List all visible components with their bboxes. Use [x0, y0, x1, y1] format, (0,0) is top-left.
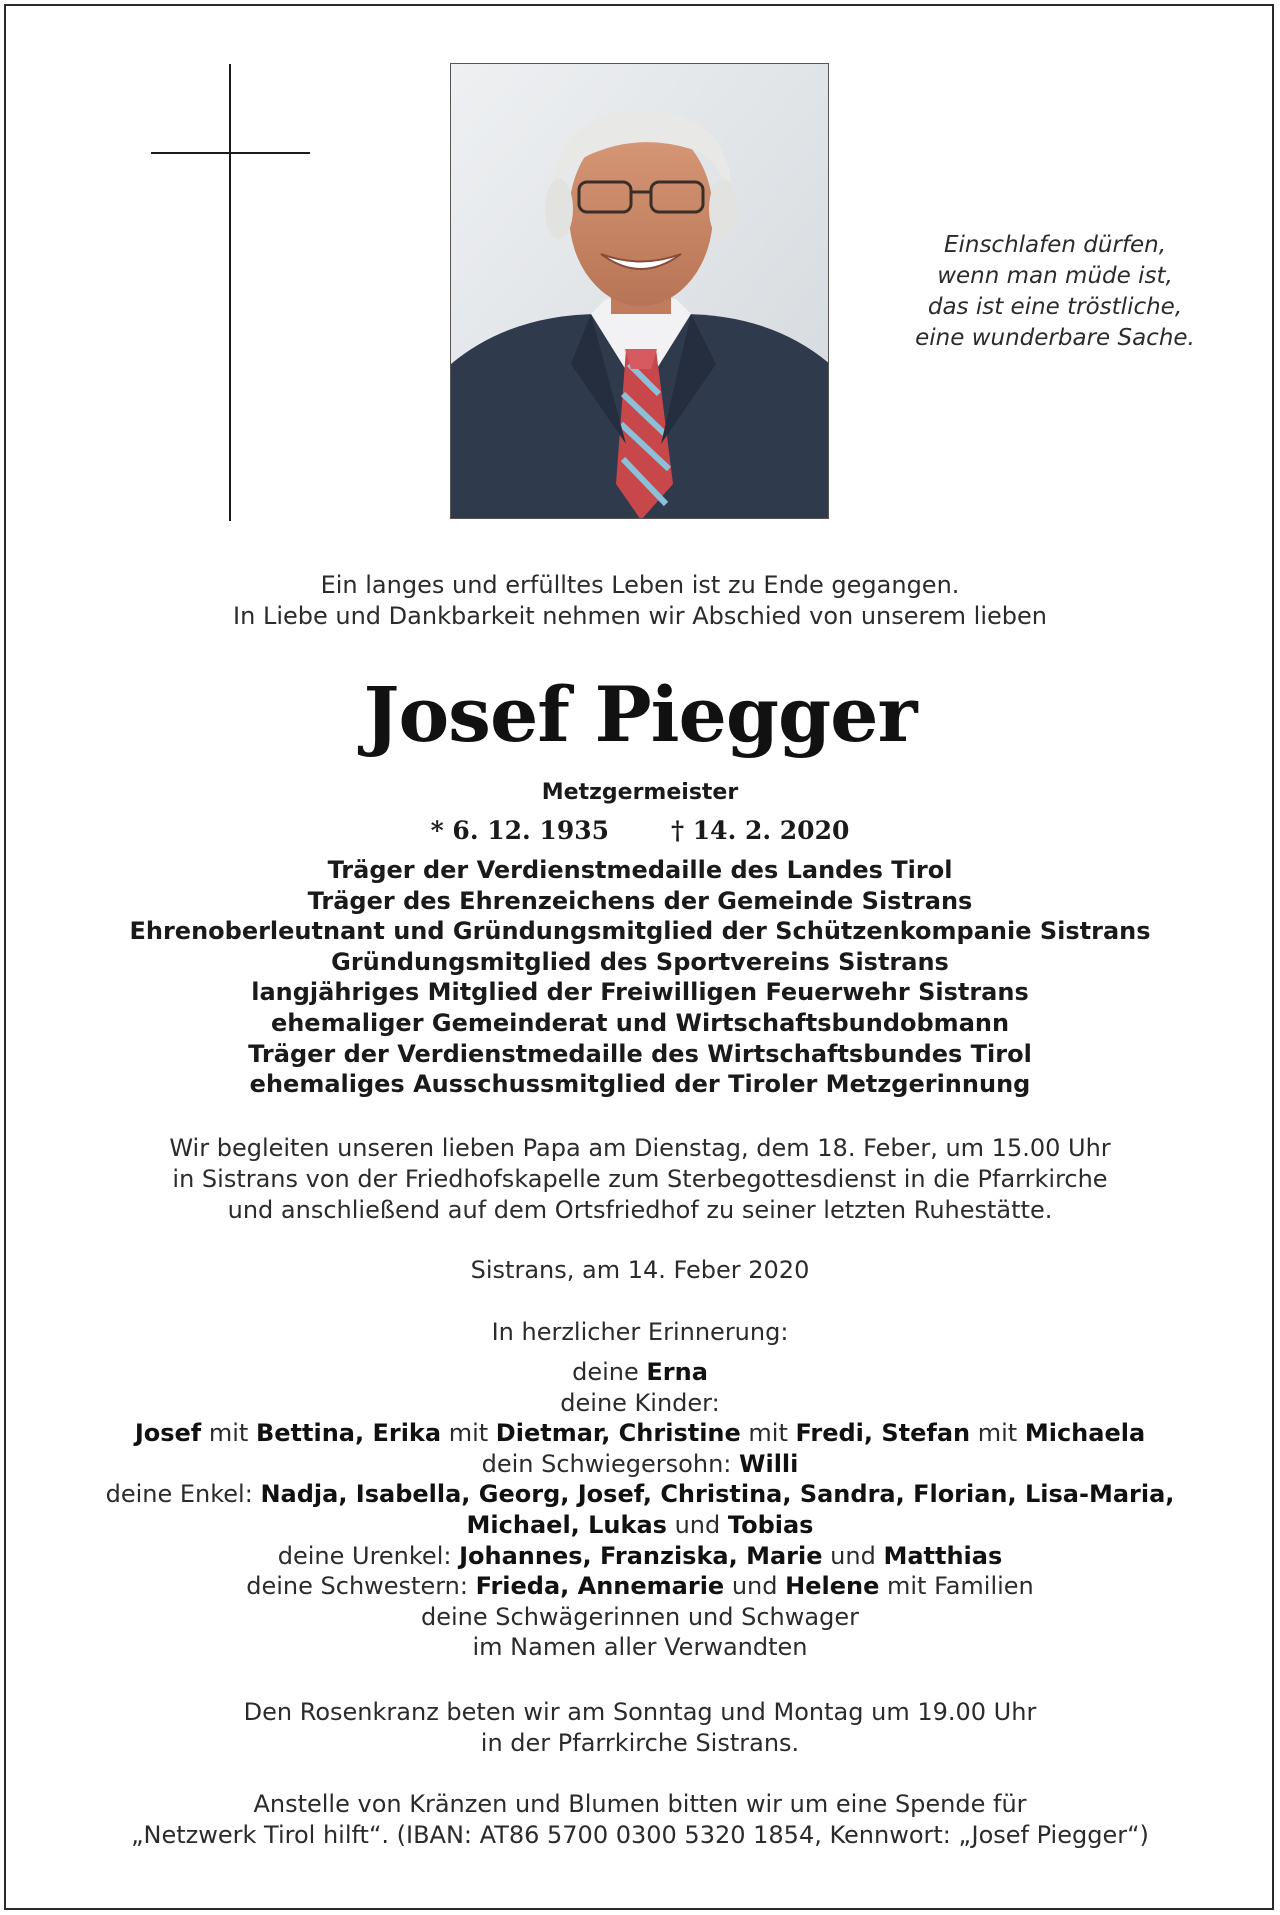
sister-names: Helene	[785, 1572, 880, 1601]
rosary-line: Den Rosenkranz beten wir am Sonntag und Montag um 19.00 Uhr	[243, 1698, 1037, 1726]
cross-icon	[229, 64, 231, 521]
honor-line: Träger der Verdienstmedaille des Wirtschaftsbundes Tirol	[248, 1039, 1032, 1068]
grandchildren-names: Michael, Lukas	[466, 1510, 667, 1539]
connector: und	[822, 1541, 884, 1570]
family-list	[80, 1357, 1200, 1663]
funeral-line: und anschließend auf dem Ortsfriedhof zu seiner letzten Ruhestätte.	[227, 1196, 1053, 1224]
connector: mit	[441, 1419, 496, 1448]
funeral-text	[80, 1133, 1200, 1226]
connector: mit	[201, 1419, 256, 1448]
life-dates	[80, 815, 1200, 847]
family-line-sisters	[80, 1571, 1200, 1602]
family-line-grandchildren	[80, 1479, 1200, 1510]
label: mit Familien	[879, 1572, 1034, 1601]
intro-line: Ein langes und erfülltes Leben ist zu Ende gegangen.	[320, 571, 960, 599]
sister-names: Frieda, Annemarie	[475, 1572, 725, 1601]
connector: und	[724, 1572, 786, 1601]
poem-line: das ist eine tröstliche,	[927, 294, 1183, 320]
portrait-photo	[450, 63, 829, 519]
family-line-relatives: im Namen aller Verwandten	[472, 1633, 808, 1662]
grandchildren-names: Nadja, Isabella, Georg, Josef, Christina, Sandra, Florian, Lisa-Maria,	[260, 1480, 1175, 1509]
honor-line: Ehrenoberleutnant und Gründungsmitglied der Schützenkompanie Sistrans	[129, 917, 1151, 946]
honor-line: Gründungsmitglied des Sportvereins Sistrans	[331, 947, 949, 976]
donation-line: „Netzwerk Tirol hilft“. (IBAN: AT86 5700 0300 5320 1854, Kennwort: „Josef Piegger“)	[131, 1821, 1149, 1849]
family-line-wife	[80, 1357, 1200, 1388]
label: deine Urenkel:	[277, 1541, 460, 1570]
poem-line: eine wunderbare Sache.	[915, 325, 1195, 351]
rosary-line: in der Pfarrkirche Sistrans.	[480, 1729, 800, 1757]
poem	[870, 230, 1240, 354]
family-line-children-label: deine Kinder:	[560, 1388, 720, 1417]
connector: und	[666, 1510, 728, 1539]
family-line-children	[80, 1418, 1200, 1449]
deceased-name: Josef Piegger	[363, 670, 917, 759]
funeral-line: Wir begleiten unseren lieben Papa am Dienstag, dem 18. Feber, um 15.00 Uhr	[169, 1134, 1111, 1162]
poem-line: Einschlafen dürfen,	[943, 232, 1167, 258]
honor-line: Träger des Ehrenzeichens der Gemeinde Sistrans	[307, 886, 973, 915]
family-line-great-grandchildren	[80, 1541, 1200, 1572]
label: deine Schwestern:	[246, 1572, 476, 1601]
child-name: Dietmar, Christine	[495, 1419, 741, 1448]
child-name: Bettina, Erika	[255, 1419, 442, 1448]
poem-line: wenn man müde ist,	[937, 263, 1173, 289]
honor-line: ehemaliger Gemeinderat und Wirtschaftsbundobmann	[270, 1008, 1010, 1037]
honors-list	[80, 855, 1200, 1100]
birth-date: * 6. 12. 1935	[430, 816, 609, 845]
profession: Metzgermeister	[541, 780, 739, 805]
label: deine	[572, 1358, 647, 1386]
intro-text	[80, 570, 1200, 632]
connector: mit	[740, 1419, 796, 1448]
son-in-law-name: Willi	[739, 1449, 799, 1478]
family-line-in-laws: deine Schwägerinnen und Schwager	[421, 1602, 859, 1631]
intro-line: In Liebe und Dankbarkeit nehmen wir Abschied von unserem lieben	[233, 602, 1047, 630]
wife-name: Erna	[646, 1358, 708, 1386]
label: dein Schwiegersohn:	[481, 1449, 739, 1478]
child-name: Josef	[134, 1419, 202, 1448]
child-name: Michaela	[1024, 1419, 1146, 1448]
connector: mit	[970, 1419, 1025, 1448]
donation-line: Anstelle von Kränzen und Blumen bitten wir um eine Spende für	[253, 1790, 1027, 1818]
death-date: † 14. 2. 2020	[671, 816, 850, 845]
remembrance-heading: In herzlicher Erinnerung:	[491, 1318, 789, 1346]
honor-line: Träger der Verdienstmedaille des Landes Tirol	[327, 856, 953, 884]
child-name: Fredi, Stefan	[795, 1419, 971, 1448]
donation-text	[80, 1789, 1200, 1851]
honor-line: ehemaliges Ausschussmitglied der Tiroler Metzgerinnung	[249, 1070, 1031, 1099]
great-grandchildren-names: Johannes, Franziska, Marie	[459, 1541, 823, 1570]
family-line-grandchildren-2	[80, 1510, 1200, 1541]
funeral-line: in Sistrans von der Friedhofskapelle zum Sterbegottesdienst in die Pfarrkirche	[172, 1165, 1108, 1193]
honor-line: langjähriges Mitglied der Freiwilligen Feuerwehr Sistrans	[251, 978, 1029, 1007]
great-grandchildren-names: Matthias	[883, 1541, 1003, 1570]
label: deine Enkel:	[105, 1480, 261, 1509]
rosary-text	[80, 1697, 1200, 1759]
cross-icon-bar	[151, 152, 310, 154]
grandchildren-names: Tobias	[727, 1510, 814, 1539]
family-line-son-in-law	[80, 1449, 1200, 1480]
place-date: Sistrans, am 14. Feber 2020	[470, 1256, 810, 1284]
